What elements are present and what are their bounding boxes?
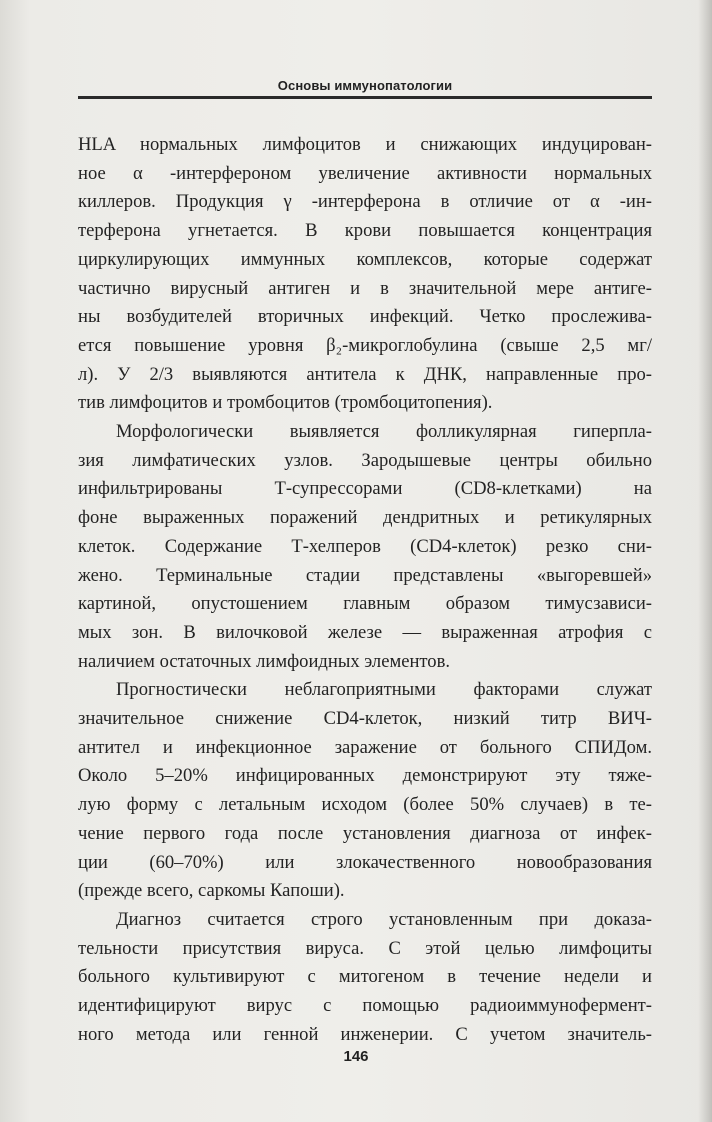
text-line: больного культивируют с митогеном в течение недели и (78, 966, 652, 988)
text-line: Диагноз считается строго установленным при доказа- (116, 908, 652, 930)
text-line: ное α -интерфероном увеличение активности нормальных (78, 162, 652, 184)
text-line: жено. Терминальные стадии представлены «выгоревшей» (78, 564, 652, 586)
paragraph-2 (78, 418, 652, 676)
body-text (78, 131, 652, 1050)
page-number: 146 (343, 1048, 369, 1065)
text-line: ны возбудителей вторичных инфекций. Четко прослежива- (78, 306, 652, 328)
paragraph-4 (78, 906, 652, 1050)
text-line: клеток. Содержание Т-хелперов (CD4-клеток) резко сни- (78, 535, 652, 557)
text-line: картиной, опустошением главным образом тимусзависи- (78, 593, 652, 615)
text-line: л). У 2/3 выявляются антитела к ДНК, направленные про- (78, 363, 652, 385)
text-line: HLA нормальных лимфоцитов и снижающих индуцирован- (78, 134, 652, 155)
text-line: циркулирующих иммунных комплексов, которые содержат (78, 248, 652, 270)
text-line: киллеров. Продукция γ -интерферона в отличие от α -ин- (78, 191, 652, 213)
text-line: частично вирусный антиген и в значительной мере антиге- (78, 277, 652, 299)
text-line: значительное снижение CD4-клеток, низкий титр ВИЧ- (78, 708, 652, 730)
text-line: мых зон. В вилочковой железе — выраженная атрофия с (78, 621, 652, 643)
text-line: ного метода или генной инженерии. С учетом значитель- (78, 1023, 652, 1045)
paragraph-3 (78, 676, 652, 906)
text-line: наличием остаточных лимфоидных элементов. (78, 650, 451, 672)
text-line: Около 5–20% инфицированных демонстрируют эту тяже- (78, 765, 652, 787)
text-line: терферона угнетается. В крови повышается концентрация (78, 220, 652, 242)
text-line: ется повышение уровня β₂-микроглобулина (свыше 2,5 мг/ (78, 334, 652, 356)
text-line: Прогностически неблагоприятными факторами служат (116, 679, 652, 701)
header-rule (78, 96, 652, 99)
text-line: фоне выраженных поражений дендритных и ретикулярных (78, 507, 652, 529)
text-line: идентифицируют вирус с помощью радиоиммунофермент- (78, 995, 652, 1017)
text-line: инфильтрированы Т-супрессорами (CD8-клетками) на (78, 478, 652, 500)
text-line: антител и инфекционное заражение от больного СПИДом. (78, 736, 652, 758)
text-line: тельности присутствия вируса. С этой целью лимфоциты (78, 937, 652, 959)
paragraph-1 (78, 131, 652, 418)
page-spine-shadow (698, 0, 712, 1122)
text-line: тив лимфоцитов и тромбоцитов (тромбоцитопения). (78, 392, 493, 414)
text-line: лую форму с летальным исходом (более 50% случаев) в те- (78, 794, 652, 816)
text-line: Морфологически выявляется фолликулярная гиперпла- (116, 421, 652, 443)
text-line: ции (60–70%) или злокачественного новообразования (78, 851, 652, 873)
text-line: (прежде всего, саркомы Капоши). (78, 880, 345, 902)
running-header: Основы иммунопатологии (277, 78, 453, 93)
text-line: чение первого года после установления диагноза от инфек- (78, 822, 652, 844)
text-line: зия лимфатических узлов. Зародышевые центры обильно (78, 449, 652, 471)
